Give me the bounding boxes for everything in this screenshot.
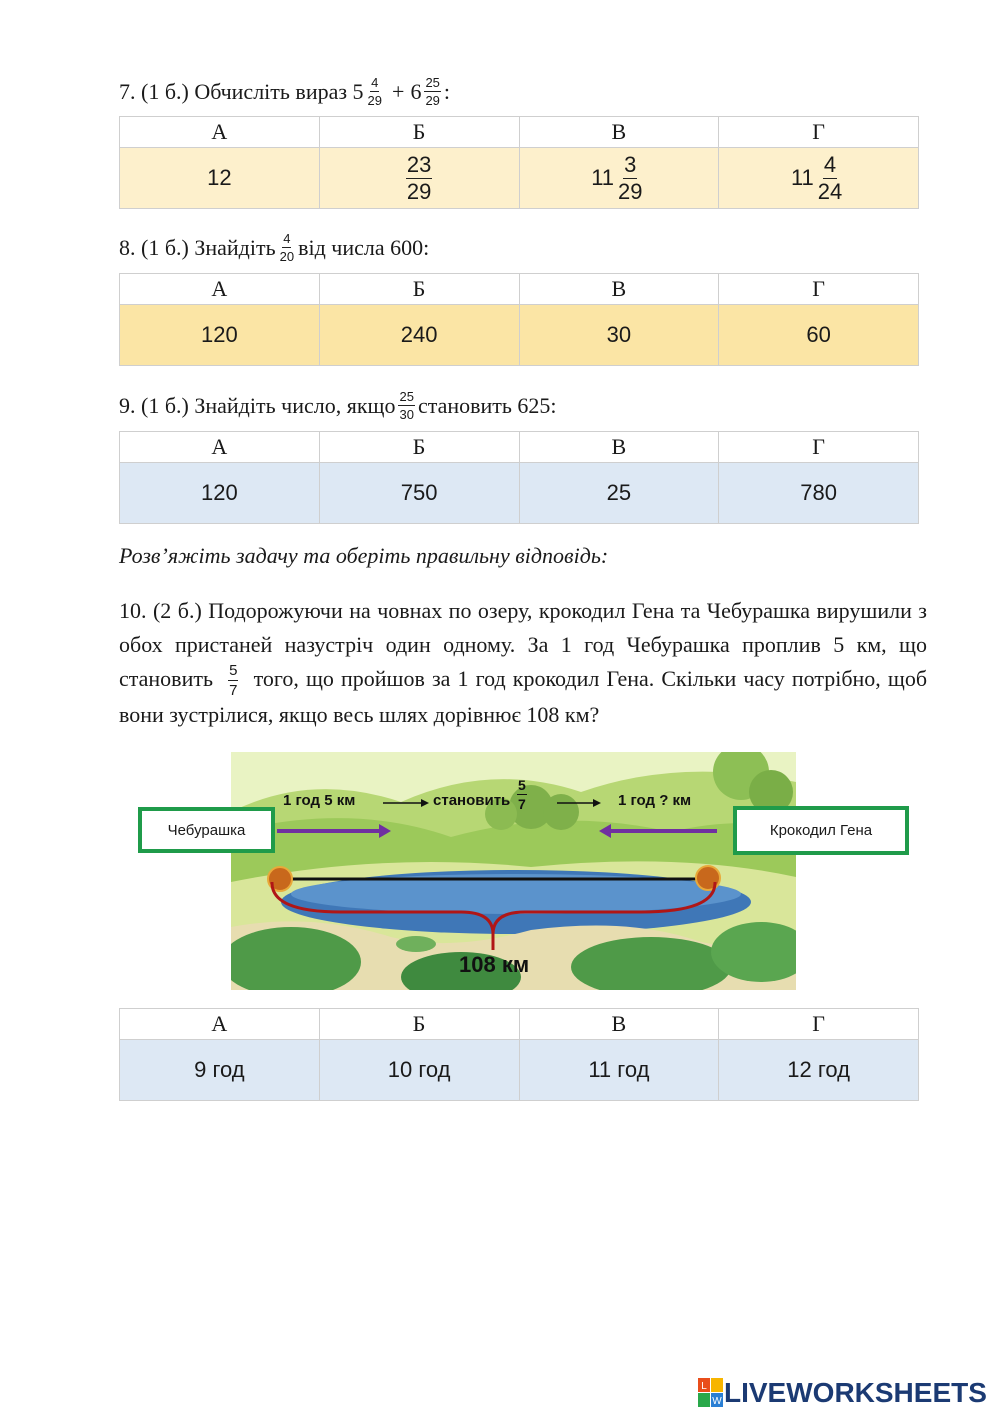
q8-num: 4 (283, 231, 291, 246)
q7-c-whole: 11 (591, 165, 615, 190)
brand-name: LIVEWORKSHEETS (724, 1377, 987, 1408)
q7-answer-row (120, 148, 919, 209)
question-8-title (119, 232, 429, 263)
q8-header-b: Б (319, 274, 519, 305)
distance-label: 108 км (459, 952, 530, 977)
illustration-frac-den: 7 (518, 796, 526, 812)
q9-header-b: Б (319, 432, 519, 463)
q9-option-b[interactable]: 750 (319, 463, 519, 524)
q7-d-den: 24 (817, 178, 843, 204)
q10-num: 5 (229, 662, 238, 680)
illustration-fraction (517, 778, 527, 811)
q7-term2-num: 25 (425, 75, 440, 90)
q9-header-c: В (519, 432, 719, 463)
liveworksheets-brand (698, 1377, 987, 1409)
q10-option-c[interactable]: 11 год (519, 1040, 719, 1101)
q7-header-row (120, 117, 919, 148)
q7-prefix: 7. (1 б.) Обчисліть вираз (119, 78, 348, 104)
q7-b-num: 23 (406, 151, 432, 177)
q7-option-a[interactable]: 12 (120, 148, 320, 209)
q8-option-c[interactable]: 30 (519, 305, 719, 366)
q7-header-b: Б (319, 117, 519, 148)
q7-option-c[interactable] (519, 148, 719, 209)
q7-option-c-fraction (617, 151, 643, 204)
q7-term2-den: 29 (425, 93, 440, 108)
logo-letter-l: L (701, 1381, 707, 1392)
q7-term1-whole: 5 (352, 78, 364, 104)
q7-b-den: 29 (406, 178, 432, 204)
q8-den: 20 (279, 249, 295, 264)
q9-prefix: 9. (1 б.) Знайдіть число, якщо (119, 392, 396, 418)
q10-option-d[interactable]: 12 год (719, 1040, 919, 1101)
q9-answer-table (119, 431, 919, 524)
q7-header-a: А (120, 117, 320, 148)
q10-header-a: А (120, 1009, 320, 1040)
q9-fraction (398, 390, 414, 421)
q7-term1-den: 29 (367, 93, 383, 108)
q10-header-b: Б (319, 1009, 519, 1040)
q7-option-d[interactable] (719, 148, 919, 209)
q9-header-d: Г (719, 432, 919, 463)
cheburashka-label: Чебурашка (167, 821, 246, 839)
q7-c-num: 3 (624, 151, 637, 177)
q8-option-d[interactable]: 60 (719, 305, 919, 366)
q8-option-a[interactable]: 120 (120, 305, 320, 366)
q9-option-a[interactable]: 120 (120, 463, 320, 524)
question-10-text (119, 594, 927, 732)
question-9-title (119, 390, 557, 421)
right-speed-label: 1 год ? км (618, 792, 692, 809)
q7-operator: + (392, 78, 405, 104)
q8-answer-table (119, 273, 919, 366)
cheburashka-label-box (138, 807, 275, 853)
q10-header-c: В (519, 1009, 719, 1040)
illustration-frac-num: 5 (518, 777, 526, 793)
q7-d-whole: 11 (790, 165, 814, 190)
q9-header-row (120, 432, 919, 463)
q9-answer-row (120, 463, 919, 524)
q8-header-d: Г (719, 274, 919, 305)
q7-term1-num: 4 (371, 75, 379, 90)
q9-header-a: А (120, 432, 320, 463)
q8-header-a: А (120, 274, 320, 305)
logo-letter-w: W (712, 1396, 722, 1407)
middle-text: становить (433, 792, 511, 809)
q10-option-b[interactable]: 10 год (319, 1040, 519, 1101)
q9-option-c[interactable]: 25 (519, 463, 719, 524)
left-speed-label: 1 год 5 км (283, 792, 356, 809)
q10-den: 7 (229, 682, 238, 700)
q8-suffix: від числа 600: (298, 234, 430, 260)
q8-header-c: В (519, 274, 719, 305)
lake-illustration (231, 752, 796, 990)
q10-answer-row (120, 1040, 919, 1101)
q7-suffix: : (443, 78, 451, 104)
crocodile-label-box (733, 806, 909, 855)
q7-option-b-fraction (406, 151, 432, 204)
liveworksheets-logo-icon (698, 1378, 724, 1408)
q10-answer-table (119, 1008, 919, 1101)
q8-option-b[interactable]: 240 (319, 305, 519, 366)
q7-d-num: 4 (823, 151, 837, 177)
q10-header-row (120, 1009, 919, 1040)
q10-option-a[interactable]: 9 год (120, 1040, 320, 1101)
q7-option-d-fraction (817, 151, 843, 204)
q10-text-after: того, що пройшов за 1 год крокодил Гена. Скільки часу потрібно, щоб вони зустрілися, якщо весь шлях дорівнює 108 км? (119, 666, 928, 728)
q10-text-before: 10. (2 б.) Подорожуючи на човнах по озеру, крокодил Гена та Чебурашка вирушили з обох пристаней назустріч один одному. За 1 год Чебурашка проплив 5 км, що становить (119, 598, 927, 691)
q7-term2-whole: 6 (410, 78, 422, 104)
q8-header-row (120, 274, 919, 305)
q7-header-d: Г (719, 117, 919, 148)
q10-header-d: Г (719, 1009, 919, 1040)
q10-fraction (228, 663, 238, 698)
q8-prefix: 8. (1 б.) Знайдіть (119, 234, 276, 260)
q7-answer-table (119, 116, 919, 209)
q7-term2-fraction (424, 76, 440, 107)
q9-den: 30 (399, 407, 414, 422)
question-7-title (119, 76, 450, 107)
crocodile-label: Крокодил Гена (769, 822, 873, 839)
q9-option-d[interactable]: 780 (719, 463, 919, 524)
q7-header-c: В (519, 117, 719, 148)
q9-suffix: становить 625: (417, 392, 557, 418)
q8-answer-row (120, 305, 919, 366)
q7-c-den: 29 (618, 178, 643, 204)
q8-fraction (279, 232, 295, 263)
q7-option-b[interactable] (319, 148, 519, 209)
q7-term1-fraction (367, 76, 383, 107)
instruction-text: Розв’яжіть задачу та оберіть правильну відповідь: (119, 543, 609, 568)
q9-num: 25 (399, 389, 414, 404)
